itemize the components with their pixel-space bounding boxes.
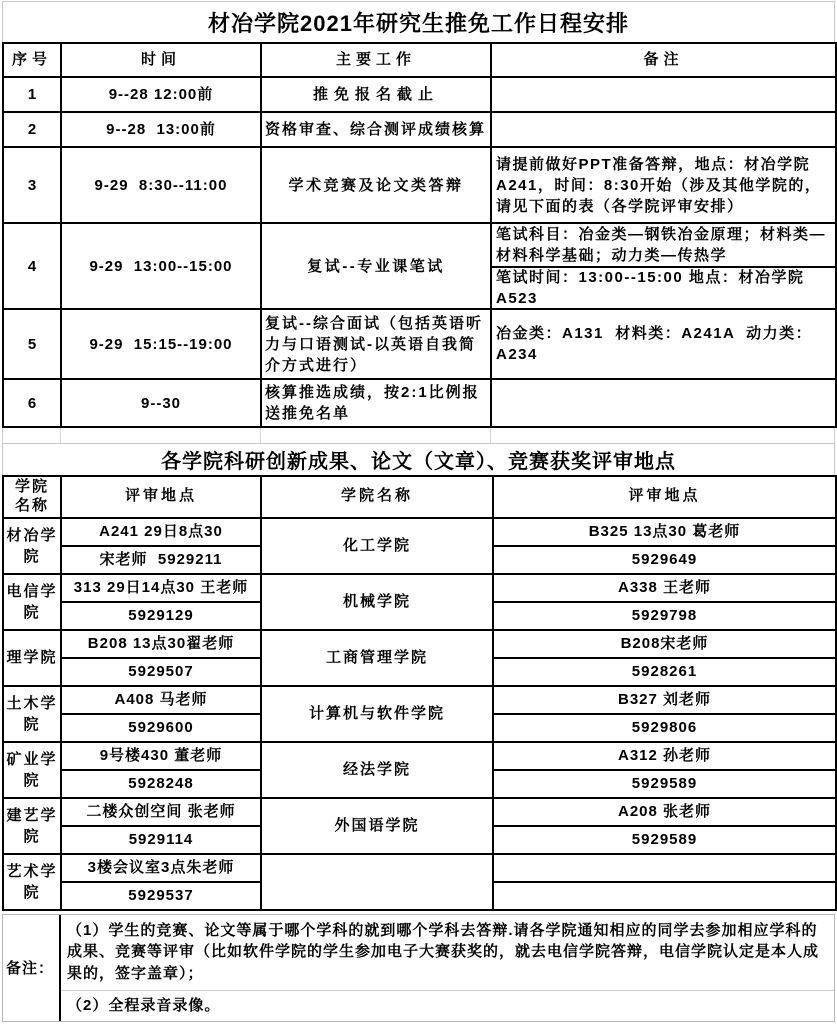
location-cell: 5929589: [493, 770, 836, 798]
location-cell: 5929507: [61, 658, 261, 686]
location-cell: 313 29日14点30 王老师: [61, 574, 261, 602]
schedule-row: [3, 77, 836, 112]
location-cell: A208 张老师: [493, 798, 836, 826]
location-cell: [493, 882, 836, 910]
header-note: 备注: [491, 43, 836, 77]
schedule-row: [3, 309, 836, 379]
note-cell-split: [491, 223, 836, 309]
time-cell: 9--30: [61, 379, 261, 427]
schedule-row: [3, 223, 836, 309]
location-cell: 宋老师 5929211: [61, 546, 261, 574]
note-cell: [491, 112, 836, 147]
schedule-table-title: 材冶学院2021年研究生推免工作日程安排: [2, 1, 835, 42]
college-name-cell: [261, 854, 493, 910]
note-cell: 冶金类：A131 材料类：A241A 动力类：A234: [491, 309, 836, 379]
header-review-location-left: 评审地点: [61, 476, 261, 518]
header-serial: 序号: [3, 43, 61, 77]
location-cell: 5929806: [493, 714, 836, 742]
serial-cell: 4: [3, 223, 61, 309]
location-cell: 5928261: [493, 658, 836, 686]
schedule-row: [3, 379, 836, 427]
document-page: [2, 0, 835, 1022]
location-cell: 5929649: [493, 546, 836, 574]
schedule-row: [3, 112, 836, 147]
footer-remark-item-2: （2）全程录音录像。: [67, 996, 221, 1014]
header-work: 主要工作: [261, 43, 491, 77]
location-cell: 5929114: [61, 826, 261, 854]
serial-cell: 6: [3, 379, 61, 427]
header-review-location-right: 评审地点: [493, 476, 836, 518]
work-cell: 资格审查、综合测评成绩核算: [261, 112, 491, 147]
spacer-cell: [491, 428, 834, 443]
review-row: [3, 742, 836, 770]
work-cell: 推免报名截止: [261, 77, 491, 112]
location-cell: 5929537: [61, 882, 261, 910]
location-cell: 5929589: [493, 826, 836, 854]
review-row: [3, 574, 836, 602]
location-cell: 9号楼430 董老师: [61, 742, 261, 770]
serial-cell: 3: [3, 147, 61, 223]
review-row: [3, 630, 836, 658]
spacer-cell: [61, 428, 261, 443]
work-cell: 学术竞赛及论文类答辩: [261, 147, 491, 223]
college-name-cell: 机械学院: [261, 574, 493, 630]
work-cell: 复试--综合面试（包括英语听力与口语测试-以英语自我简介方式进行）: [261, 309, 491, 379]
footer-remarks-label: 备注：: [3, 915, 61, 1021]
location-cell: B327 刘老师: [493, 686, 836, 714]
time-cell: 9--28 13:00前: [61, 112, 261, 147]
review-row: [3, 518, 836, 546]
location-cell: B208 13点30翟老师: [61, 630, 261, 658]
location-cell: 5929600: [61, 714, 261, 742]
location-cell: B325 13点30 葛老师: [493, 518, 836, 546]
spacer-row: [2, 428, 835, 444]
work-cell: 复试--专业课笔试: [261, 223, 491, 309]
college-name-cell: 电信学院: [3, 574, 61, 630]
college-name-cell: 艺术学院: [3, 854, 61, 910]
location-cell: B208宋老师: [493, 630, 836, 658]
note-cell: [491, 77, 836, 112]
college-name-cell: 工商管理学院: [261, 630, 493, 686]
review-header-row: [3, 476, 836, 518]
footer-remarks-body: [61, 915, 834, 1021]
footer-remarks: [2, 914, 835, 1022]
review-row: [3, 798, 836, 826]
review-row: [3, 686, 836, 714]
time-cell: 9-29 15:15--19:00: [61, 309, 261, 379]
location-cell: A312 孙老师: [493, 742, 836, 770]
footer-remark-item-1: （1）学生的竞赛、论文等属于哪个学科的就到哪个学科去答辩.请各学院通知相应的同学去参加相应学科的成果、竞赛等评审（比如软件学院的学生参加电子大赛获奖的，就去电信学院答辩，电信学院认定是本人成果的，签字盖章）；: [61, 915, 834, 991]
location-cell: A241 29日8点30: [61, 518, 261, 546]
header-college-name-right: 学院名称: [261, 476, 493, 518]
location-cell: 3楼会议室3点朱老师: [61, 854, 261, 882]
college-name-cell: 土木学院: [3, 686, 61, 742]
note-subcell-top: 笔试科目：冶金类—钢铁冶金原理；材料类—材料科学基础；动力类—传热学: [492, 224, 835, 268]
review-table: [2, 475, 837, 911]
college-name-cell: 经法学院: [261, 742, 493, 798]
location-cell: 二楼众创空间 张老师: [61, 798, 261, 826]
time-cell: 9--28 12:00前: [61, 77, 261, 112]
header-college-name-left: 学院名称: [3, 476, 61, 518]
work-cell: 核算推选成绩，按2:1比例报送推免名单: [261, 379, 491, 427]
spacer-cell: [3, 428, 61, 443]
note-subcell-bottom: 笔试时间：13:00--15:00 地点：材冶学院A523: [496, 269, 805, 307]
serial-cell: 2: [3, 112, 61, 147]
serial-cell: 5: [3, 309, 61, 379]
location-cell: [493, 854, 836, 882]
header-time: 时间: [61, 43, 261, 77]
college-name-cell: 化工学院: [261, 518, 493, 574]
location-cell: A338 王老师: [493, 574, 836, 602]
note-cell: 请提前做好PPT准备答辩，地点：材冶学院A241，时间：8:30开始（涉及其他学院的，请见下面的表（各学院评审安排）: [491, 147, 836, 223]
note-cell: [491, 379, 836, 427]
college-name-cell: 矿业学院: [3, 742, 61, 798]
schedule-header-row: [3, 43, 836, 77]
schedule-row: [3, 147, 836, 223]
college-name-cell: 外国语学院: [261, 798, 493, 854]
schedule-table: [2, 42, 837, 428]
location-cell: 5929798: [493, 602, 836, 630]
spacer-cell: [261, 428, 491, 443]
time-cell: 9-29 8:30--11:00: [61, 147, 261, 223]
review-table-title: 各学院科研创新成果、论文（文章）、竞赛获奖评审地点: [2, 444, 835, 475]
college-name-cell: 计算机与软件学院: [261, 686, 493, 742]
location-cell: 5929129: [61, 602, 261, 630]
location-cell: A408 马老师: [61, 686, 261, 714]
time-cell: 9-29 13:00--15:00: [61, 223, 261, 309]
location-cell: 5928248: [61, 770, 261, 798]
review-row: [3, 854, 836, 882]
college-name-cell: 理学院: [3, 630, 61, 686]
college-name-cell: 材冶学院: [3, 518, 61, 574]
college-name-cell: 建艺学院: [3, 798, 61, 854]
serial-cell: 1: [3, 77, 61, 112]
